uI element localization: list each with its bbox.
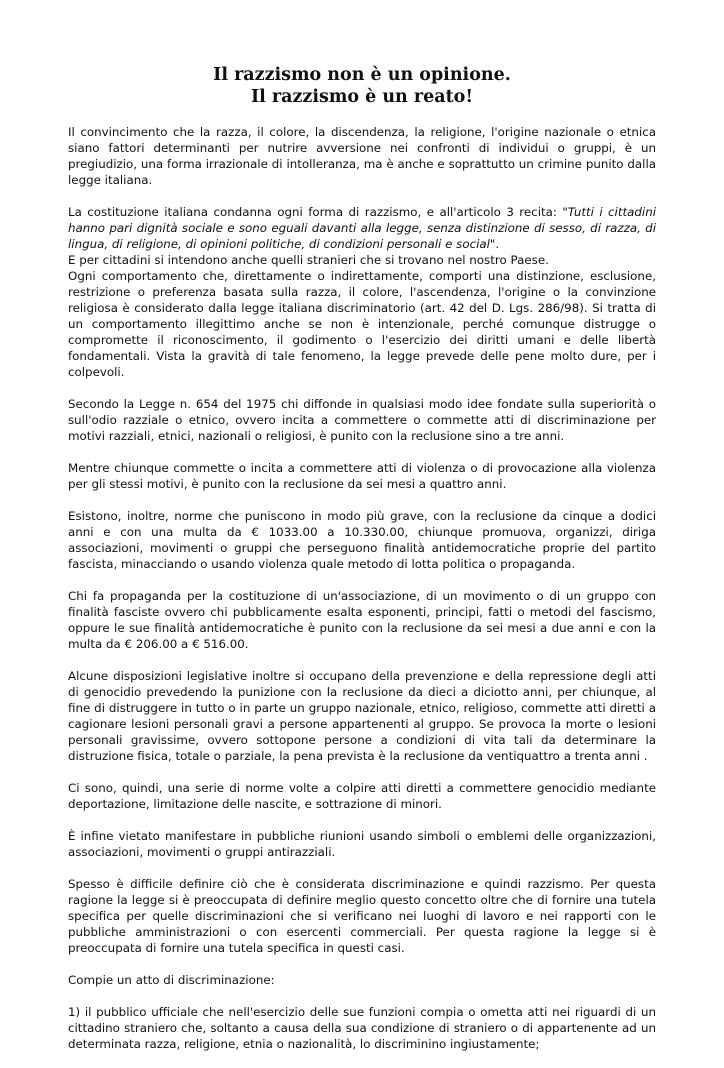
paragraph-workplace-discrimination: Spesso è difficile definire ciò che è considerata discriminazione e quindi razzismo. Per questa ragione la legge si è preoccupata di definire meglio questo concetto oltre che di fornire una tutela specifica per quelle discriminazioni che si verificano nei luoghi di lavoro e nei rapporti con le pubbliche amministrazioni o con esercenti commerciali. Per questa ragione la legge si è preoccupata di fornire una tutela specifica in questi casi. bbox=[68, 877, 656, 955]
document-title bbox=[68, 64, 656, 108]
paragraph-discrimination-definition: Ogni comportamento che, direttamente o indirettamente, comporti una distinzione, esclusione, restrizione o preferenza basata sulla razza, il colore, l'ascendenza, l'origine o la convinzione religiosa è considerato dalla legge italiana discriminatorio (art. 42 del D. Lgs. 286/98). Si tratta di un comportamento illegittimo anche se non è intenzionale, perché comunque distrugge o compromette il riconoscimento, il godimento o l'esercizio dei diritti umani e delle libertà fondamentali. Vista la gravità di tale fenomeno, la legge prevede delle pene molto dure, per i colpevoli. bbox=[68, 269, 656, 379]
title-line-1: Il razzismo non è un opinione. bbox=[213, 65, 511, 85]
paragraph-symbols-ban: È infine vietato manifestare in pubbliche riunioni usando simboli o emblemi delle organizzazioni, associazioni, movimenti o gruppi antirazziali. bbox=[68, 829, 656, 859]
paragraph-foreign-citizens: E per cittadini si intendono anche quelli stranieri che si trovano nel nostro Paese. bbox=[68, 253, 549, 267]
paragraph-constitution bbox=[68, 204, 656, 252]
document-page bbox=[68, 64, 656, 1068]
article-3-quote: Tutti i cittadini hanno pari dignità sociale e sono eguali davanti alla legge, senza distinzione di sesso, di razza, di lingua, di religione, di opinioni politiche, di condizioni personali e social bbox=[68, 205, 657, 251]
paragraph-discrimination-acts-intro: Compie un atto di discriminazione: bbox=[68, 973, 275, 987]
title-line-2: Il razzismo è un reato! bbox=[250, 87, 474, 107]
paragraph-genocide-norms: Ci sono, quindi, una serie di norme volte a colpire atti diretti a commettere genocidio mediante deportazione, limitazione delle nascite, e sottrazione di minori. bbox=[68, 781, 656, 811]
paragraph-genocide: Alcune disposizioni legislative inoltre si occupano della prevenzione e della repressione degli atti di genocidio prevedendo la punizione con la reclusione da dieci a diciotto anni, per chiunque, al fine di distruggere in tutto o in parte un gruppo nazionale, etnico, religioso, commette atti diretti a cagionare lesioni personali gravi a persone appartenenti al gruppo. Se provoca la morte o lesioni personali gravissime, ovvero sottopone persone a condizioni di vita tali da determinare la distruzione fisica, totale o parziale, la pena prevista è la reclusione da ventiquattro a trenta anni . bbox=[68, 669, 656, 763]
constitution-intro-text: La costituzione italiana condanna ogni forma di razzismo, e all'articolo 3 recita: bbox=[68, 205, 557, 219]
paragraph-fascist-propaganda: Chi fa propaganda per la costituzione di un'associazione, di un movimento o di un gruppo con finalità fasciste ovvero chi pubblicamente esalta esponenti, principi, fatti o metodi del fascismo, oppure le sue finalità antidemocratiche è punito con la reclusione da sei mesi a due anni e con la multa da € 206.00 a € 516.00. bbox=[68, 589, 656, 651]
paragraph-intro: Il convincimento che la razza, il colore, la discendenza, la religione, l'origine nazionale o etnica siano fattori determinanti per nutrire avversione nei confronti di individui o gruppi, è un pregiudizio, una forma irrazionale di intolleranza, ma è anche e soprattutto un crimine punito dalla legge italiana. bbox=[68, 125, 656, 187]
list-item-public-official: 1) il pubblico ufficiale che nell'esercizio delle sue funzioni compia o ometta atti nei riguardi di un cittadino straniero che, soltanto a causa della sua condizione di straniero o di appartenente ad un determinata razza, religione, etnia o nazionalità, lo discriminino ingiustamente; bbox=[68, 1005, 656, 1051]
open-quote: " bbox=[562, 205, 568, 219]
paragraph-fascist-associations: Esistono, inoltre, norme che puniscono in modo più grave, con la reclusione da cinque a dodici anni e con una multa da € 1033.00 a 10.330.00, chiunque promuova, organizzi, diriga associazioni, movimenti o gruppi che perseguono finalità antidemocratiche proprie del partito fascista, minacciando o usando violenza quale metodo di lotta politica o propaganda. bbox=[68, 509, 656, 571]
close-quote: ". bbox=[489, 237, 500, 251]
paragraph-law-654: Secondo la Legge n. 654 del 1975 chi diffonde in qualsiasi modo idee fondate sulla superiorità o sull'odio razziale o etnico, ovvero incita a commettere o commette atti di discriminazione per motivi razziali, etnici, nazionali o religiosi, è punito con la reclusione sino a tre anni. bbox=[68, 397, 656, 443]
paragraph-violence: Mentre chiunque commette o incita a commettere atti di violenza o di provocazione alla violenza per gli stessi motivi, è punito con la reclusione da sei mesi a quattro anni. bbox=[68, 461, 656, 491]
